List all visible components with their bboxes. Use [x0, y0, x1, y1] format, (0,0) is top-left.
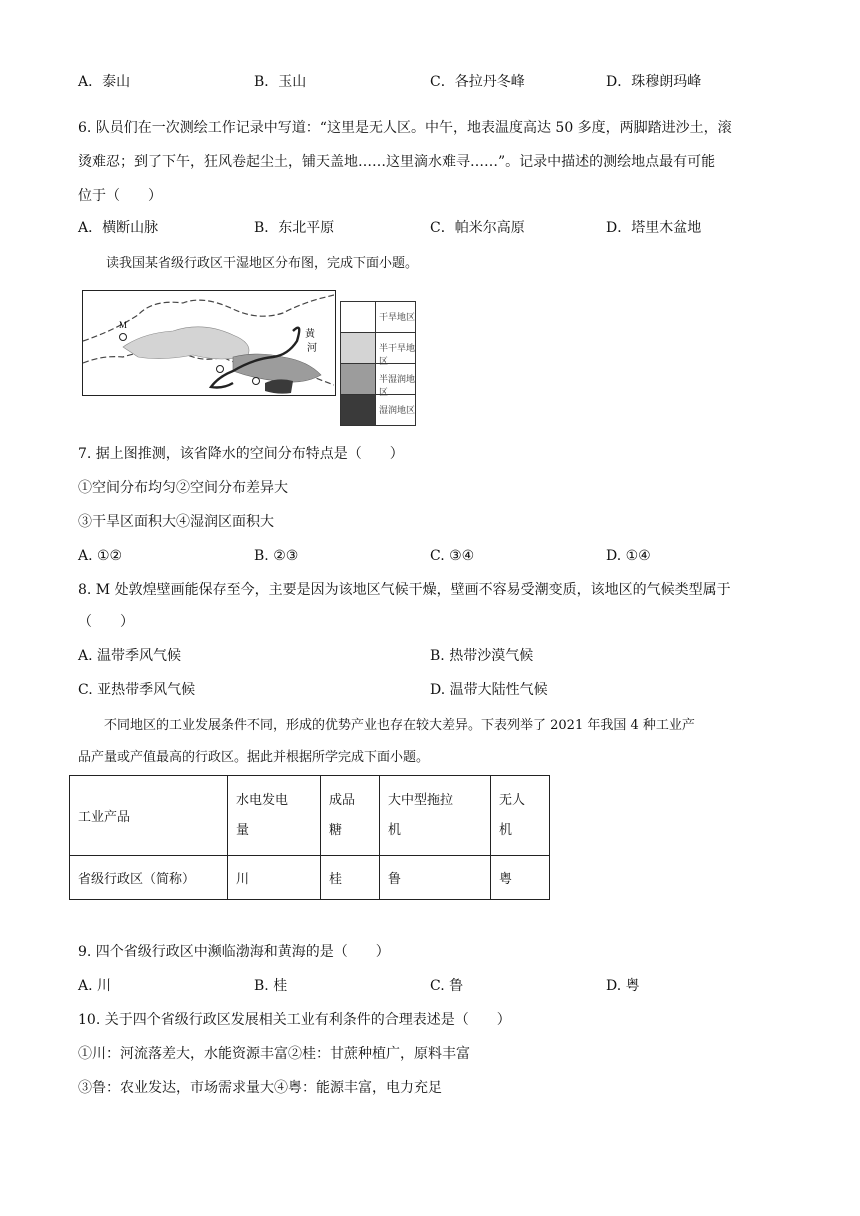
q6-stem-line-2: 烫难忍；到了下午，狂风卷起尘土，铺天盖地……这里滴水难寻……”。记录中描述的测绘地点最有可能: [78, 154, 716, 170]
q7-stem: 7. 据上图推测，该省降水的空间分布特点是（ ）: [78, 446, 404, 462]
q9-option-d: D. 粤: [606, 978, 640, 994]
legend-swatch: [341, 333, 376, 363]
q6-option-a: A．横断山脉: [78, 220, 159, 236]
q7-option-b: B. ②③: [254, 548, 299, 564]
q6-option-c: C．帕米尔高原: [430, 220, 525, 236]
legend-row-humid: [341, 395, 415, 425]
q9-option-c: C. 鲁: [430, 978, 464, 994]
map-label-m: M: [119, 320, 128, 330]
q10-statements-2: ③鲁：农业发达，市场需求量大④粤：能源丰富，电力充足: [78, 1080, 442, 1096]
legend-label: 半干旱地区: [379, 344, 416, 367]
q8-stem-line-2: （ ）: [78, 614, 134, 630]
city-marker: [217, 366, 224, 373]
map-legend: [340, 301, 416, 426]
legend-swatch: [341, 364, 376, 394]
table-cell: 粤: [491, 856, 550, 900]
q9-option-a: A. 川: [78, 978, 112, 994]
map-drawing: [83, 291, 334, 394]
table-cell: 鲁: [380, 856, 491, 900]
map-intro: 读我国某省级行政区干湿地区分布图，完成下面小题。: [106, 256, 419, 271]
q7-statements-2: ③干旱区面积大④湿润区面积大: [78, 514, 274, 530]
humid-area: [265, 379, 293, 393]
q6-option-d: D．塔里木盆地: [606, 220, 702, 236]
table-cell: 川: [228, 856, 321, 900]
q10-stem: 10. 关于四个省级行政区发展相关工业有利条件的合理表述是（ ）: [78, 1012, 511, 1028]
q10-statements-1: ①川：河流落差大，水能资源丰富②桂：甘蔗种植广，原料丰富: [78, 1046, 470, 1062]
legend-swatch: [341, 302, 376, 332]
dry-wet-region-map: [82, 290, 336, 396]
table-intro-line-2: 品产量或产值最高的行政区。据此并根据所学完成下面小题。: [78, 750, 430, 765]
legend-label: 干旱地区: [379, 313, 416, 323]
table-intro-line-1: 不同地区的工业发展条件不同，形成的优势产业也存在较大差异。下表列举了 2021 年我国 4 种工业产: [104, 718, 695, 733]
legend-row-arid: [341, 302, 415, 333]
city-marker: [253, 378, 260, 385]
q8-option-a: A. 温带季风气候: [78, 648, 182, 664]
table-header-label: 工业产品: [70, 776, 228, 856]
table-header-hydro: 水电发电 量: [228, 776, 321, 856]
q9-stem: 9. 四个省级行政区中濒临渤海和黄海的是（ ）: [78, 944, 390, 960]
table-header-sugar: 成品 糖: [321, 776, 380, 856]
table-header-drone: 无人 机: [491, 776, 550, 856]
q6-stem-line-3: 位于（ ）: [78, 188, 162, 204]
legend-swatch: [341, 395, 376, 425]
table-row-label: 省级行政区（简称）: [70, 856, 228, 900]
table-row: [70, 856, 550, 900]
q8-option-b: B. 热带沙漠气候: [430, 648, 534, 664]
table-header-tractor: 大中型拖拉 机: [380, 776, 491, 856]
q7-option-d: D. ①④: [606, 548, 651, 564]
q9-option-b: B. 桂: [254, 978, 288, 994]
q6-option-b: B．东北平原: [254, 220, 335, 236]
city-m-marker: [120, 334, 127, 341]
q5-option-a: A．泰山: [78, 74, 131, 90]
industry-table: [69, 775, 550, 900]
q7-option-a: A. ①②: [78, 548, 123, 564]
semi-humid-area: [233, 354, 321, 382]
q6-stem-line-1: 6. 队员们在一次测绘工作记录中写道：“这里是无人区。中午，地表温度高达 50 多度，两脚踏进沙土，滚: [78, 120, 732, 136]
q8-stem-line-1: 8. M 处敦煌壁画能保存至今，主要是因为该地区气候干燥，壁画不容易受潮变质，该地区的气候类型属于: [78, 582, 731, 598]
legend-label: 湿润地区: [379, 406, 416, 416]
legend-row-semi-humid: [341, 364, 416, 398]
q8-option-d: D. 温带大陆性气候: [430, 682, 548, 698]
table-cell: 桂: [321, 856, 380, 900]
q7-option-c: C. ③④: [430, 548, 475, 564]
legend-label: 半湿润地区: [379, 375, 416, 398]
q8-option-c: C. 亚热带季风气候: [78, 682, 196, 698]
legend-row-semi-arid: [341, 333, 416, 367]
semi-arid-area: [123, 327, 249, 359]
q5-option-d: D．珠穆朗玛峰: [606, 74, 702, 90]
q5-option-c: C．各拉丹冬峰: [430, 74, 525, 90]
q7-statements-1: ①空间分布均匀②空间分布差异大: [78, 480, 288, 496]
map-label-river-1: 黄: [305, 329, 315, 340]
q5-option-b: B．玉山: [254, 74, 307, 90]
map-label-river-2: 河: [307, 343, 317, 354]
table-header-row: [70, 776, 550, 856]
